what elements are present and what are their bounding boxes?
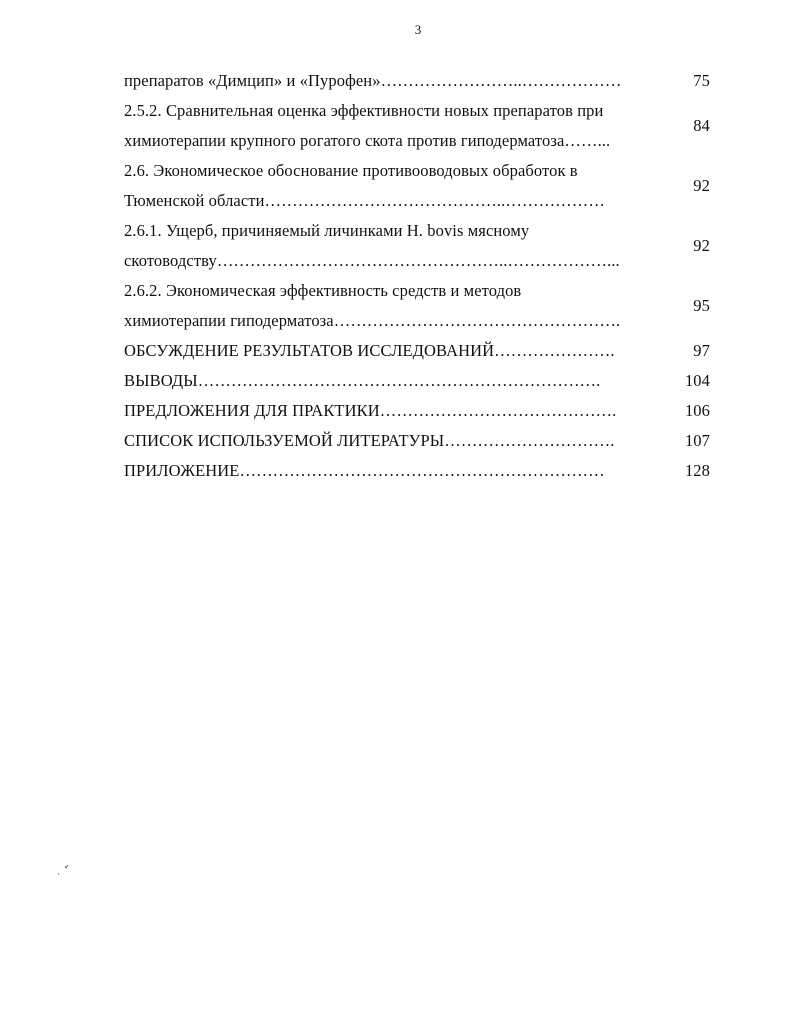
toc-entry-text: 2.6. Экономическое обоснование противооводовых обработок в (124, 161, 578, 180)
toc-entry-text: ОБСУЖДЕНИЕ РЕЗУЛЬТАТОВ ИССЛЕДОВАНИЙ…………………. (124, 341, 615, 360)
toc-entry-page: 95 (693, 296, 710, 315)
toc-entry-text: химиотерапии гиподерматоза……………………………………………. (124, 311, 621, 330)
toc-entry (124, 336, 714, 366)
toc-entry-page: 104 (684, 371, 710, 390)
toc-entry-page: 106 (684, 401, 710, 420)
toc-entry (124, 156, 714, 216)
toc-entry (124, 216, 714, 276)
table-of-contents (124, 66, 714, 486)
toc-entry-page: 92 (693, 176, 710, 195)
toc-entry-text: 2.5.2. Сравнительная оценка эффективности новых препаратов при (124, 101, 604, 120)
toc-entry-text: Тюменской области……………………………………..……………… (124, 191, 605, 210)
toc-entry-page: 84 (693, 116, 710, 135)
toc-entry-text: скотоводству……………………………………………..………………... (124, 251, 620, 270)
toc-entry (124, 66, 714, 96)
toc-entry-text: 2.6.2. Экономическая эффективность средств и методов (124, 281, 522, 300)
toc-entry (124, 276, 714, 336)
toc-entry-text: ПРЕДЛОЖЕНИЯ ДЛЯ ПРАКТИКИ……………………………………. (124, 401, 617, 420)
scan-mark (56, 864, 70, 876)
toc-entry (124, 456, 714, 486)
toc-entry-text: СПИСОК ИСПОЛЬЗУЕМОЙ ЛИТЕРАТУРЫ…………………………. (124, 431, 615, 450)
toc-entry (124, 426, 714, 456)
toc-entry-text: химиотерапии крупного рогатого скота против гиподерматоза……... (124, 131, 611, 150)
toc-entry-text: ПРИЛОЖЕНИЕ………………………………………………………… (124, 461, 605, 480)
toc-entry-page: 97 (693, 341, 710, 360)
toc-entry-text: 2.6.1. Ущерб, причиняемый личинками H. bovis мясному (124, 221, 530, 240)
toc-entry-page: 75 (693, 71, 710, 90)
toc-entry-page: 107 (684, 431, 710, 450)
page-number: 3 (414, 22, 422, 37)
toc-entry (124, 396, 714, 426)
toc-entry (124, 96, 714, 156)
toc-entry-text: ВЫВОДЫ………………………………………………………………. (124, 371, 601, 390)
toc-entry-page: 128 (684, 461, 710, 480)
toc-entry-page: 92 (693, 236, 710, 255)
toc-entry-text: препаратов «Димцип» и «Пурофен»……………………..……………… (124, 71, 622, 90)
toc-entry (124, 366, 714, 396)
